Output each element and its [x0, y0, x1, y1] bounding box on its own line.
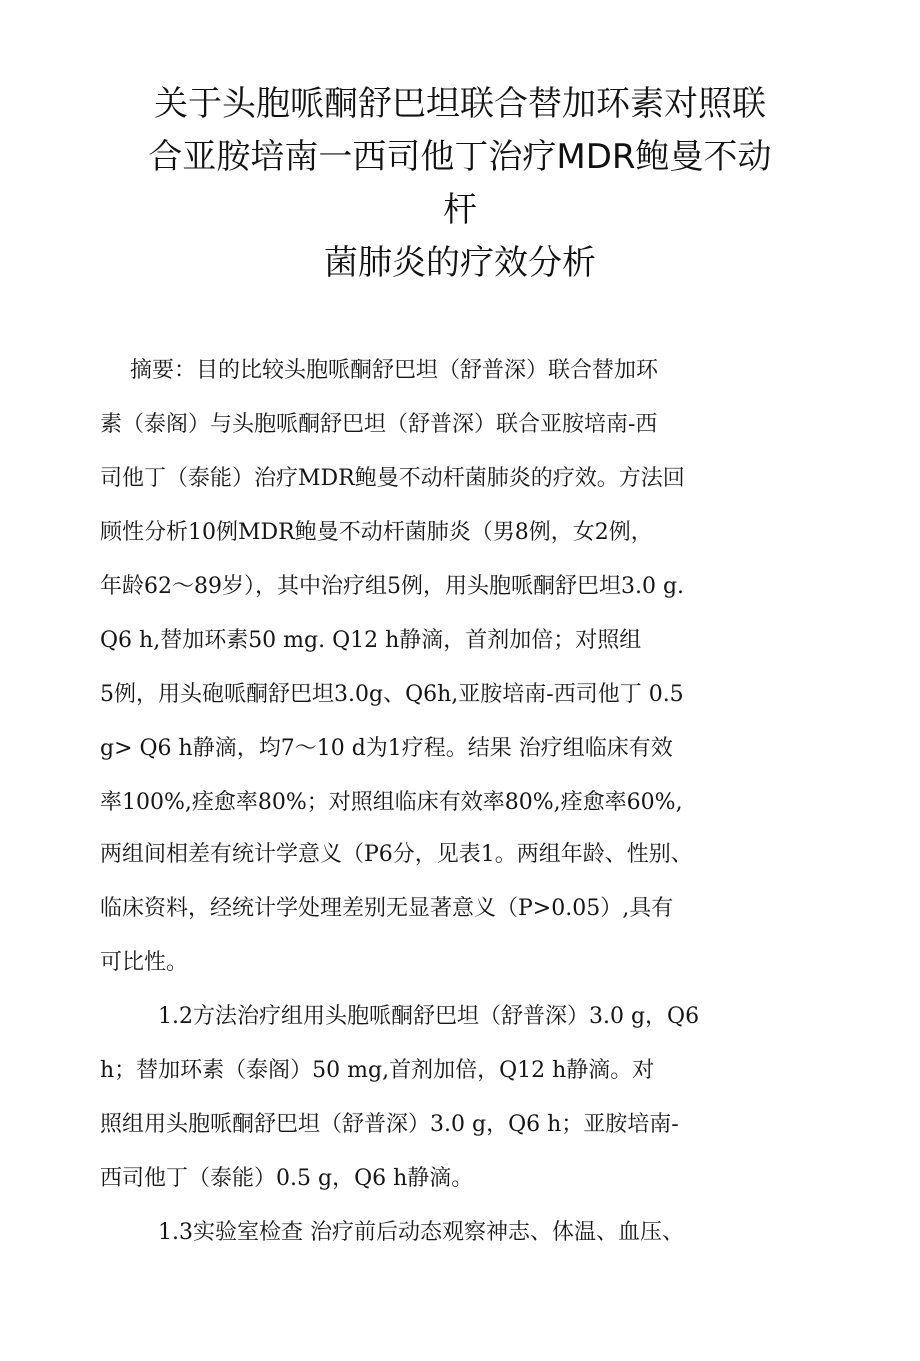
- title-line: 合亚胺培南一西司他丁治疗MDR鲍曼不动: [148, 137, 772, 177]
- section-line: 西司他丁（泰能）0.5 g，Q6 h静滴。: [100, 1166, 474, 1191]
- document-title: [60, 78, 860, 290]
- abstract-line: 摘要：目的比较头胞哌酮舒巴坦（舒普深）联合替加环: [130, 358, 659, 383]
- abstract-line: 司他丁（泰能）治疗MDR鲍曼不动杆菌肺炎的疗效。方法回: [100, 466, 685, 491]
- abstract-line: g> Q6 h静滴，均7～10 d为1疗程。结果 治疗组临床有效: [100, 736, 673, 761]
- abstract-line: 两组间相差有统计学意义（P6分，见表1。两组年龄、性别、: [100, 842, 693, 867]
- section-line: 1.2方法治疗组用头胞哌酮舒巴坦（舒普深）3.0 g，Q6: [158, 1004, 700, 1029]
- section-line: 照组用头胞哌酮舒巴坦（舒普深）3.0 g，Q6 h；亚胺培南-: [100, 1112, 679, 1137]
- abstract-line: 率100%,痊愈率80%；对照组临床有效率80%,痊愈率60%,: [100, 790, 683, 815]
- abstract-line: 顾性分析10例MDR鲍曼不动杆菌肺炎（男8例，女2例，: [100, 520, 653, 545]
- abstract-line: 临床资料，经统计学处理差别无显著意义（P>0.05）,具有: [100, 896, 674, 921]
- title-line: 菌肺炎的疗效分析: [324, 243, 596, 283]
- abstract-line: 可比性。: [100, 950, 189, 975]
- title-line: 杆: [443, 190, 477, 230]
- abstract-line: 5例，用头砲哌酮舒巴坦3.0g、Q6h,亚胺培南-西司他丁 0.5: [100, 682, 684, 707]
- title-line: 关于头胞哌酮舒巴坦联合替加环素对照联: [154, 84, 766, 124]
- section-line: h；替加环素（泰阁）50 mg,首剂加倍，Q12 h静滴。对: [100, 1058, 655, 1083]
- abstract-line: Q6 h,替加环素50 mg. Q12 h静滴，首剂加倍；对照组: [100, 628, 642, 653]
- abstract-line: 素（泰阁）与头胞哌酮舒巴坦（舒普深）联合亚胺培南-西: [100, 412, 658, 437]
- section-line: 1.3实验室检查 治疗前后动态观察神志、体温、血压、: [158, 1220, 684, 1245]
- abstract-line: 年龄62～89岁），其中治疗组5例，用头胞哌酮舒巴坦3.0 g.: [100, 574, 685, 599]
